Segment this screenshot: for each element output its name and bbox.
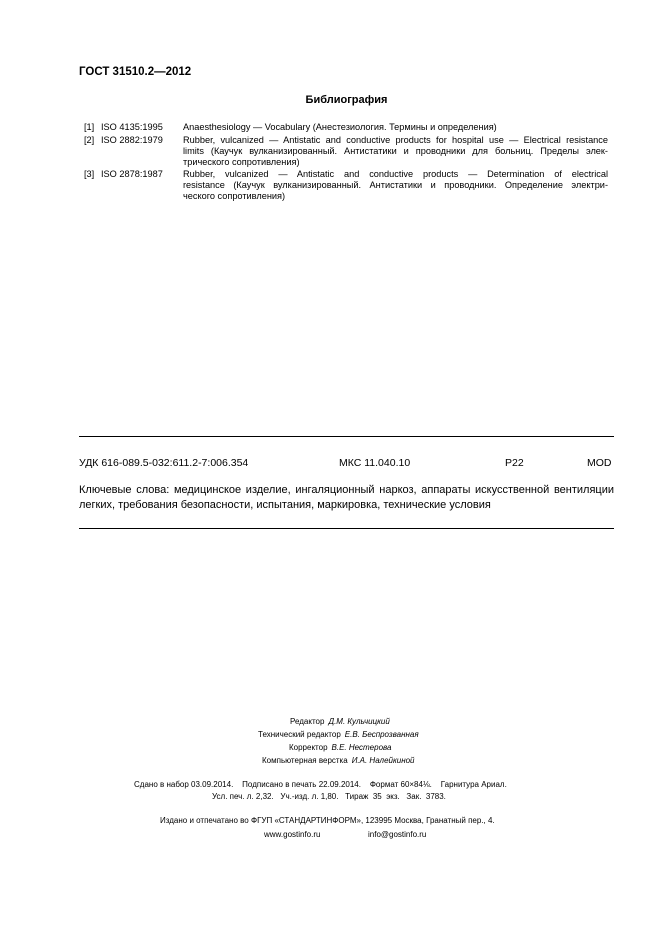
udk-code: УДК 616-089.5-032:611.2-7:006.354	[79, 457, 249, 469]
entry-text	[183, 169, 608, 203]
bibliography-title: Библиография	[305, 94, 388, 106]
entry-line: Rubber, vulcanized — Antistatic and conductive products for hospital use — Electrical resistance	[183, 135, 608, 145]
credit-line	[262, 754, 415, 768]
credit-line	[290, 715, 390, 729]
credit-role: Корректор	[289, 743, 328, 752]
publisher-website[interactable]: www.gostinfo.ru	[264, 830, 321, 839]
entry-code: ISO 2882:1979	[101, 135, 163, 145]
keywords-line: Ключевые слова: медицинское изделие, ингаляционный наркоз, аппараты искусственной вентиляции	[79, 484, 614, 496]
credit-person: Е.В. Беспрозванная	[344, 730, 419, 739]
entry-line: трического сопротивления)	[183, 157, 300, 168]
keywords-line: легких, требования безопасности, испытания, маркировка, технические условия	[79, 499, 491, 511]
standard-number: ГОСТ 31510.2—2012	[79, 66, 192, 78]
entry-number: [2]	[84, 135, 95, 145]
credit-role: Редактор	[290, 717, 325, 726]
entry-line: ческого сопротивления)	[183, 191, 286, 202]
entry-code: ISO 4135:1995	[101, 122, 163, 132]
publisher-email[interactable]: info@gostinfo.ru	[368, 830, 427, 839]
keywords	[79, 483, 614, 513]
entry-line: resistance (Каучук вулканизированный. Антистатики и проводники. Определение электри-	[183, 180, 608, 191]
entry-text	[183, 122, 608, 133]
entry-line: Rubber, vulcanized — Antistatic and conductive products — Determination of electrical	[183, 169, 608, 179]
entry-line: limits (Каучук вулканизированный. Антистатики и проводники для больниц. Пределы элек-	[183, 146, 608, 157]
publisher-line: Издано и отпечатано во ФГУП «СТАНДАРТИНФОРМ», 123995 Москва, Гранатный пер., 4.	[160, 816, 495, 825]
credit-person: В.Е. Нестерова	[331, 743, 392, 752]
credit-person: Д.М. Кульчицкий	[328, 717, 390, 726]
mod-label: MOD	[587, 457, 612, 469]
entry-text	[183, 135, 608, 169]
credit-role: Компьютерная верстка	[262, 756, 348, 765]
entry-code: ISO 2878:1987	[101, 169, 163, 179]
credit-line	[289, 741, 391, 755]
print-info-line: Сдано в набор 03.09.2014. Подписано в печать 22.09.2014. Формат 60×84⅛. Гарнитура Ариал.	[134, 780, 507, 789]
divider-top	[79, 436, 614, 437]
mks-code: МКС 11.040.10	[339, 457, 411, 469]
divider-bottom	[79, 528, 614, 529]
print-info-line: Усл. печ. л. 2,32. Уч.-изд. л. 1,80. Тираж 35 экз. Зак. 3783.	[212, 792, 446, 801]
entry-line: Anaesthesiology — Vocabulary (Анестезиология. Термины и определения)	[183, 122, 497, 132]
entry-number: [1]	[84, 122, 95, 132]
credit-role: Технический редактор	[258, 730, 341, 739]
credit-person: И.А. Налейкиной	[351, 756, 415, 765]
entry-number: [3]	[84, 169, 95, 179]
okp-code: Р22	[505, 457, 524, 469]
credit-line	[258, 728, 419, 742]
